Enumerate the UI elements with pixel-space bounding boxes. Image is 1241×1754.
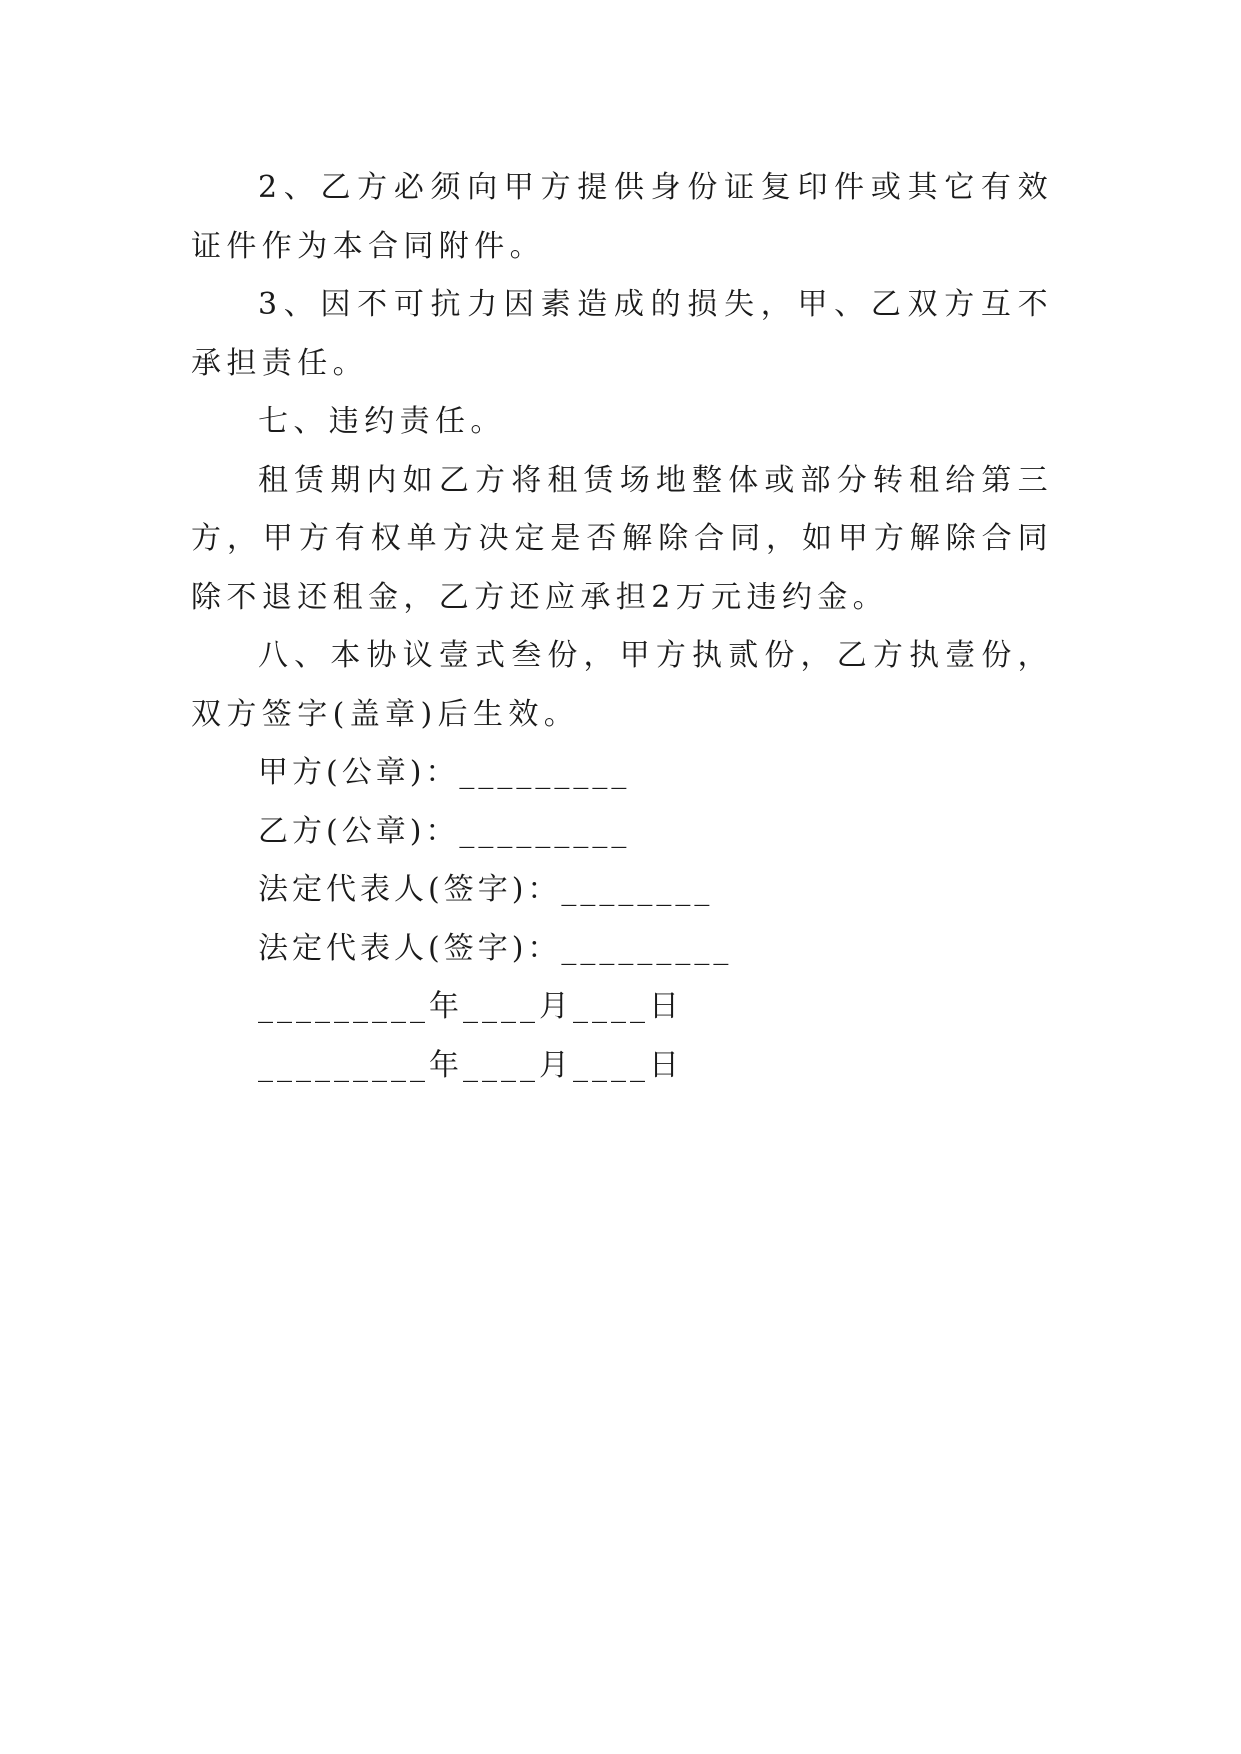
clause-force-majeure: 3、因不可抗力因素造成的损失，甲、乙双方互不承担责任。 <box>191 287 1053 381</box>
clause-sublease-penalty: 租赁期内如乙方将租赁场地整体或部分转租给第三方，甲方有权单方决定是否解除合同，如甲方解除合同除不退还租金，乙方还应承担2万元违约金。 <box>191 462 1053 615</box>
clause-copies-effective: 八、本协议壹式叁份，甲方执贰份，乙方执壹份，双方签字(盖章)后生效。 <box>191 638 1053 732</box>
legal-rep-signature-line-2: 法定代表人(签字)：_________ <box>258 930 733 966</box>
document-body <box>191 159 1053 1095</box>
date-line-2: _________年____月____日 <box>258 1047 683 1083</box>
party-b-seal-line: 乙方(公章)：_________ <box>258 813 631 849</box>
party-a-seal-line: 甲方(公章)：_________ <box>258 755 631 790</box>
clause-id-copy: 2、乙方必须向甲方提供身份证复印件或其它有效证件作为本合同附件。 <box>191 170 1053 264</box>
section-heading-breach: 七、违约责任。 <box>258 404 506 439</box>
legal-rep-signature-line-1: 法定代表人(签字)：________ <box>258 872 714 907</box>
date-line-1: _________年____月____日 <box>258 989 683 1024</box>
